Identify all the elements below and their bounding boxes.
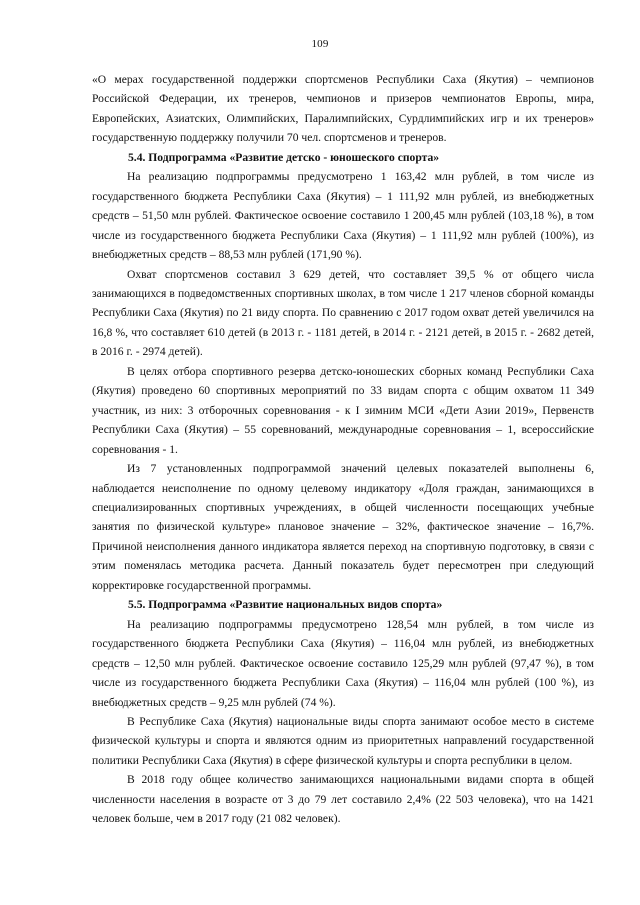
paragraph-funding-5-4: На реализацию подпрограммы предусмотрено 1 163,42 млн рублей, в том числе из государственного бюджета Республики Саха (Якутия) – 1 111,92 млн рублей, из внебюджетных средств – 51,50 млн рублей. Фактическое освоение составило 1 200,45 млн рублей (103,18 %), в том числе из государственного бюджета Республики Саха (Якутия) – 1 111,92 млн рублей (100%), из внебюджетных средств – 88,53 млн рублей (171,90 %).: [92, 170, 594, 262]
section-heading-5-4: 5.4. Подпрограмма «Развитие детско - юношеского спорта»: [128, 150, 440, 164]
page-number: 109: [311, 38, 329, 50]
paragraph-coverage: Охват спортсменов составил 3 629 детей, что составляет 39,5 % от общего числа занимающихся в подведомственных спортивных школах, в том числе 1 217 членов сборной команды Республики Саха (Якутия) по 21 виду спорта. По сравнению с 2017 годом охват детей увеличился на 16,8 %, что составляет 610 детей (в 2013 г. - 1181 детей, в 2014 г. - 2121 детей, в 2015 г. - 2682 детей, в 2016 г. - 2974 детей).: [92, 267, 594, 359]
paragraph-funding-5-5: На реализацию подпрограммы предусмотрено 128,54 млн рублей, в том числе из государственного бюджета Республики Саха (Якутия) – 116,04 млн рублей, из внебюджетных средств – 12,50 млн рублей. Фактическое освоение составило 125,29 млн рублей (97,47 %), в том числе из государственного бюджета Республики Саха (Якутия) – 116,04 млн рублей (100 %), из внебюджетных средств – 9,25 млн рублей (74 %).: [92, 617, 594, 709]
paragraph-reserve-selection: В целях отбора спортивного резерва детско-юношеских сборных команд Республики Саха (Якутия) проведено 60 спортивных мероприятий по 33 видам спорта с общим охватом 11 349 участник, из них: 3 отборочных соревнования - к I зимним МСИ «Дети Азии 2019», Первенств Республики Саха (Якутия) – 55 соревнований, международные соревнования – 1, всероссийские соревнования - 1.: [92, 364, 594, 456]
paragraph-national-sports-participation: В 2018 году общее количество занимающихся национальными видами спорта в общей численности населения в возрасте от 3 до 79 лет составило 2,4% (22 503 человека), что на 1421 человек больше, чем в 2017 году (21 082 человек).: [92, 773, 594, 826]
paragraph-national-sports-role: В Республике Саха (Якутия) национальные виды спорта занимают особое место в системе физической культуры и спорта и являются одним из приоритетных направлений государственной политики Республики Саха (Якутия) в сфере физической культуры и спорта республики в целом.: [92, 714, 594, 767]
section-heading-5-5: 5.5. Подпрограмма «Развитие национальных видов спорта»: [128, 598, 443, 612]
document-body: [92, 70, 594, 829]
paragraph-support-continuation: «О мерах государственной поддержки спортсменов Республики Саха (Якутия) – чемпионов Российской Федерации, их тренеров, чемпионов и призеров чемпионатов Европы, мира, Европейских, Азиатских, Олимпийских, Паралимпийских, Сурдлимпийских игр и их тренеров» государственную поддержку получили 70 чел. спортсменов и тренеров.: [92, 73, 594, 145]
paragraph-target-indicators: Из 7 установленных подпрограммой значений целевых показателей выполнены 6, наблюдается неисполнение по одному целевому индикатору «Доля граждан, занимающихся в специализированных спортивных учреждениях, в общей численности посещающих учебные занятия по физической культуре» плановое значение – 32%, фактическое значение – 16,7%. Причиной неисполнения данного индикатора является переход на спортивную подготовку, в связи с этим поменялась методика расчета. Данный показатель будет пересмотрен при следующий корректировке государственной программы.: [92, 462, 594, 592]
